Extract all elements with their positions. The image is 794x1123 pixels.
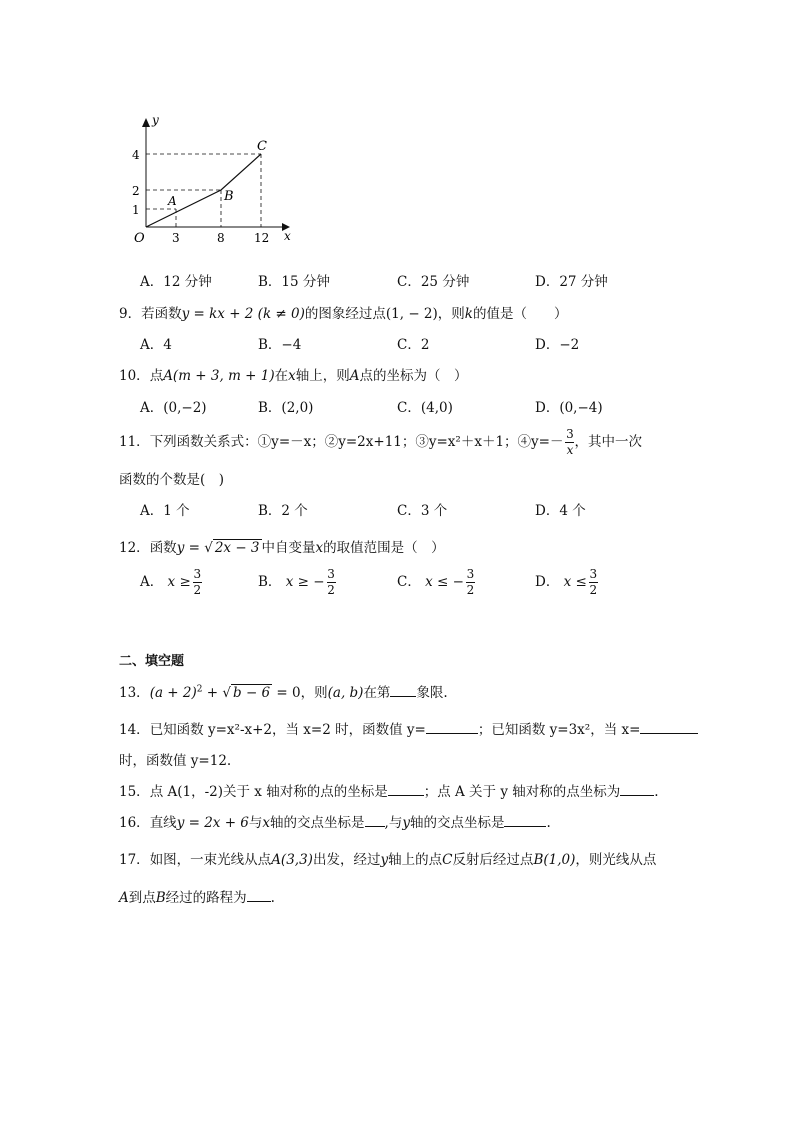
q16-answer-blank-1[interactable] xyxy=(365,814,385,827)
q9-option-b[interactable]: B．−4 xyxy=(258,337,302,353)
q9-option-a[interactable]: A．4 xyxy=(140,337,172,353)
point-a-label: A xyxy=(168,194,177,208)
q14-answer-blank-2[interactable] xyxy=(640,721,698,734)
q9-option-d[interactable]: D．−2 xyxy=(535,337,580,353)
q12-question: 12．函数y = √ 2x − 3 中自变量x的取值范围是（ ） xyxy=(119,540,445,556)
q16-answer-blank-2[interactable] xyxy=(504,814,546,827)
origin-label: O xyxy=(134,231,145,246)
line-graph-figure xyxy=(120,110,310,250)
q11-option-b[interactable]: B．2 个 xyxy=(258,503,308,519)
q14-answer-blank-1[interactable] xyxy=(426,721,478,734)
q16-question: 16．直线y = 2x + 6与x轴的交点坐标是 ,与y轴的交点坐标是 . xyxy=(119,815,551,831)
q15-answer-blank-1[interactable] xyxy=(388,783,424,796)
q8-option-a[interactable]: A．12 分钟 xyxy=(140,274,212,290)
q10-question: 10．点A(m + 3, m + 1)在x轴上，则A点的坐标为（ ） xyxy=(119,368,468,384)
x-tick-12: 12 xyxy=(254,231,270,245)
x-tick-8: 8 xyxy=(217,231,225,245)
q10-option-d[interactable]: D．(0,−4) xyxy=(535,400,603,416)
q17-question-line2: A到点B经过的路程为 . xyxy=(119,890,275,906)
q13-answer-blank[interactable] xyxy=(390,684,416,697)
q8-option-b[interactable]: B．15 分钟 xyxy=(258,274,330,290)
y-tick-1: 1 xyxy=(132,203,140,217)
q17-answer-blank[interactable] xyxy=(247,889,271,902)
q17-question: 17．如图，一束光线从点A(3,3)出发，经过y轴上的点C反射后经过点B(1,0)，则光线从点 xyxy=(119,852,657,868)
q14-question: 14．已知函数 y=x²-x+2，当 x=2 时，函数值 y= ；已知函数 y=3x²，当 x= xyxy=(119,718,698,738)
q8-option-d[interactable]: D．27 分钟 xyxy=(535,274,608,290)
q15-answer-blank-2[interactable] xyxy=(620,783,654,796)
y-axis-arrow xyxy=(142,118,150,127)
q14-question-line2: 时，函数值 y=12. xyxy=(119,753,232,769)
section-heading-fill-in: 二、填空题 xyxy=(119,654,185,669)
y-tick-2: 2 xyxy=(132,184,140,198)
x-axis-label: x xyxy=(284,229,291,243)
q10-option-a[interactable]: A．(0,−2) xyxy=(140,400,207,416)
q12-option-d[interactable]: D． x ≤ $\frac{3}{2}$ xyxy=(535,567,598,597)
q13-question: 13．$(a + 2)^2$ + √ b − 6 = 0，则(a, b)在第 象限. xyxy=(119,684,448,701)
q15-question: 15．点 A(1，-2)关于 x 轴对称的点的坐标是 ；点 A 关于 y 轴对称的点坐标为 . xyxy=(119,784,659,800)
q10-option-c[interactable]: C．(4,0) xyxy=(397,400,453,416)
q11-fraction: $\frac{3}{x}$ xyxy=(566,427,574,457)
x-tick-3: 3 xyxy=(172,231,180,245)
q12-option-a[interactable]: A． x ≥ $\frac{3}{2}$ xyxy=(140,567,202,597)
q8-option-c[interactable]: C．25 分钟 xyxy=(397,274,470,290)
point-b-label: B xyxy=(224,189,234,204)
y-axis-label: y xyxy=(152,113,159,127)
graph-line xyxy=(146,154,261,227)
q12-option-c[interactable]: C． x ≤ − $\frac{3}{2}$ xyxy=(397,567,475,597)
q12-option-b[interactable]: B． x ≥ − $\frac{3}{2}$ xyxy=(258,567,335,597)
q9-question: 9．若函数y = kx + 2 (k ≠ 0)的图象经过点(1, − 2)，则k的值是（ ） xyxy=(119,306,568,322)
y-tick-4: 4 xyxy=(132,148,140,162)
q11-option-c[interactable]: C．3 个 xyxy=(397,503,448,519)
q10-option-b[interactable]: B．(2,0) xyxy=(258,400,314,416)
q11-question-line2: 函数的个数是( ) xyxy=(119,472,225,488)
q11-option-d[interactable]: D．4 个 xyxy=(535,503,586,519)
q11-question: 11．下列函数关系式：①y=－x；②y=2x+11；③y=x²＋x＋1；④y=－ $\frac{3}{x}$ ，其中一次 xyxy=(119,427,642,457)
q11-option-a[interactable]: A．1 个 xyxy=(140,503,190,519)
point-c-label: C xyxy=(257,139,267,154)
q9-option-c[interactable]: C．2 xyxy=(397,337,430,353)
